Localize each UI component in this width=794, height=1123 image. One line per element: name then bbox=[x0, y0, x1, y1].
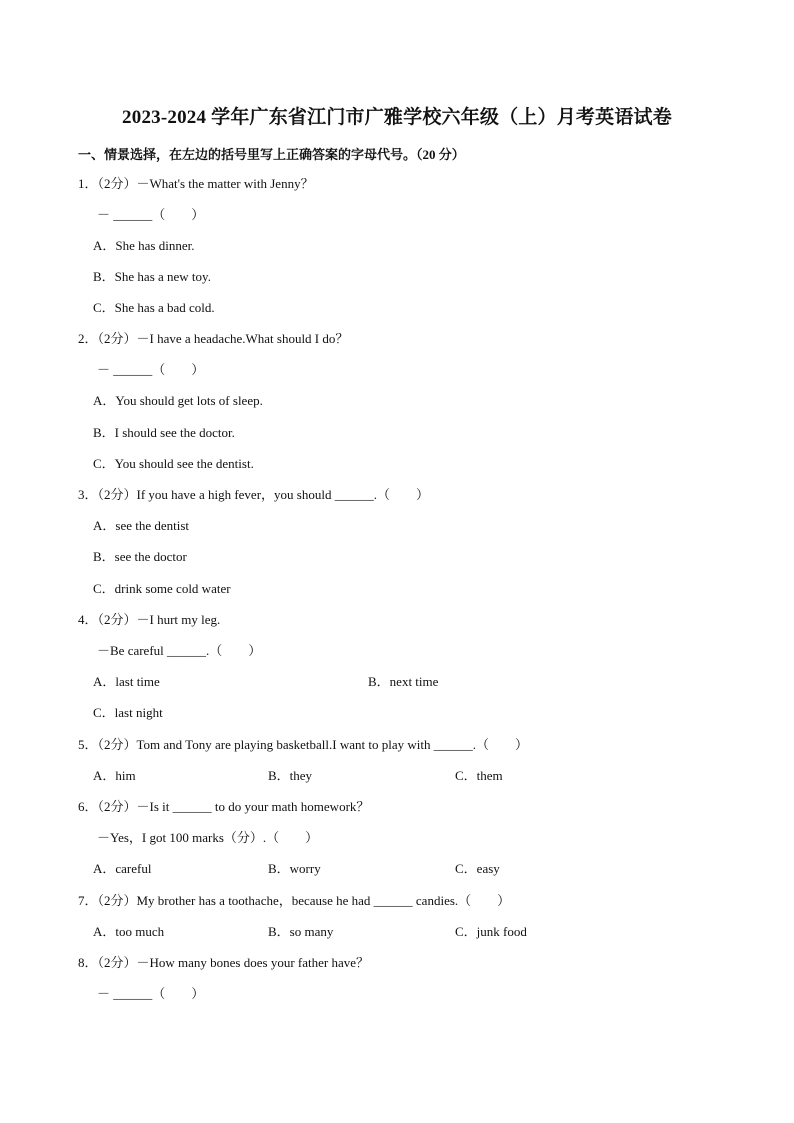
question-3-option-a: A．see the dentist bbox=[93, 518, 190, 533]
question-5-stem: 5．（2分）Tom and Tony are playing basketball.I want to play with ______.（ ） bbox=[78, 737, 528, 752]
question-3-option-b: B．see the doctor bbox=[93, 549, 187, 564]
question-2-answer-line: － ______（ ） bbox=[97, 362, 205, 377]
question-5-option-c: C．them bbox=[455, 768, 503, 783]
question-4-answer-line: －Be careful ______.（ ） bbox=[97, 643, 262, 658]
question-6-answer-line: －Yes，I got 100 marks（分）.（ ） bbox=[97, 830, 319, 845]
question-1-option-b: B．She has a new toy. bbox=[93, 269, 211, 284]
question-7-option-c: C．junk food bbox=[455, 924, 527, 939]
question-6-option-c: C．easy bbox=[455, 861, 500, 876]
question-2-option-c: C．You should see the dentist. bbox=[93, 456, 254, 471]
question-6-stem: 6．（2分）－Is it ______ to do your math homework？ bbox=[78, 799, 370, 814]
page-title: 2023-2024 学年广东省江门市广雅学校六年级（上）月考英语试卷 bbox=[122, 107, 672, 128]
question-6-option-b: B．worry bbox=[268, 861, 321, 876]
question-7-stem: 7．（2分）My brother has a toothache，because he had ______ candies.（ ） bbox=[78, 893, 511, 908]
question-1-option-c: C．She has a bad cold. bbox=[93, 300, 215, 315]
question-1-option-a: A．She has dinner. bbox=[93, 238, 195, 253]
question-5-option-a: A．him bbox=[93, 768, 136, 783]
question-3-option-c: C．drink some cold water bbox=[93, 581, 231, 596]
question-7-option-b: B．so many bbox=[268, 924, 334, 939]
question-2-option-a: A．You should get lots of sleep. bbox=[93, 393, 263, 408]
question-4-option-b: B．next time bbox=[368, 674, 439, 689]
section-heading: 一、情景选择，在左边的括号里写上正确答案的字母代号。（20 分） bbox=[78, 147, 465, 162]
question-8-answer-line: － ______（ ） bbox=[97, 986, 205, 1001]
question-5-option-b: B．they bbox=[268, 768, 313, 783]
question-2-stem: 2．（2分）－I have a headache.What should I do？ bbox=[78, 331, 349, 346]
question-1-answer-line: － ______（ ） bbox=[97, 207, 205, 222]
question-4-stem: 4．（2分）－I hurt my leg. bbox=[78, 612, 221, 627]
question-3-stem: 3．（2分）If you have a high fever，you should ______.（ ） bbox=[78, 487, 429, 502]
question-7-option-a: A．too much bbox=[93, 924, 165, 939]
question-4-option-c: C．last night bbox=[93, 705, 163, 720]
question-6-option-a: A．careful bbox=[93, 861, 152, 876]
question-8-stem: 8．（2分）－How many bones does your father have？ bbox=[78, 955, 369, 970]
question-4-option-a: A．last time bbox=[93, 674, 160, 689]
question-1-stem: 1．（2分）－What's the matter with Jenny？ bbox=[78, 176, 314, 191]
question-2-option-b: B．I should see the doctor. bbox=[93, 425, 235, 440]
